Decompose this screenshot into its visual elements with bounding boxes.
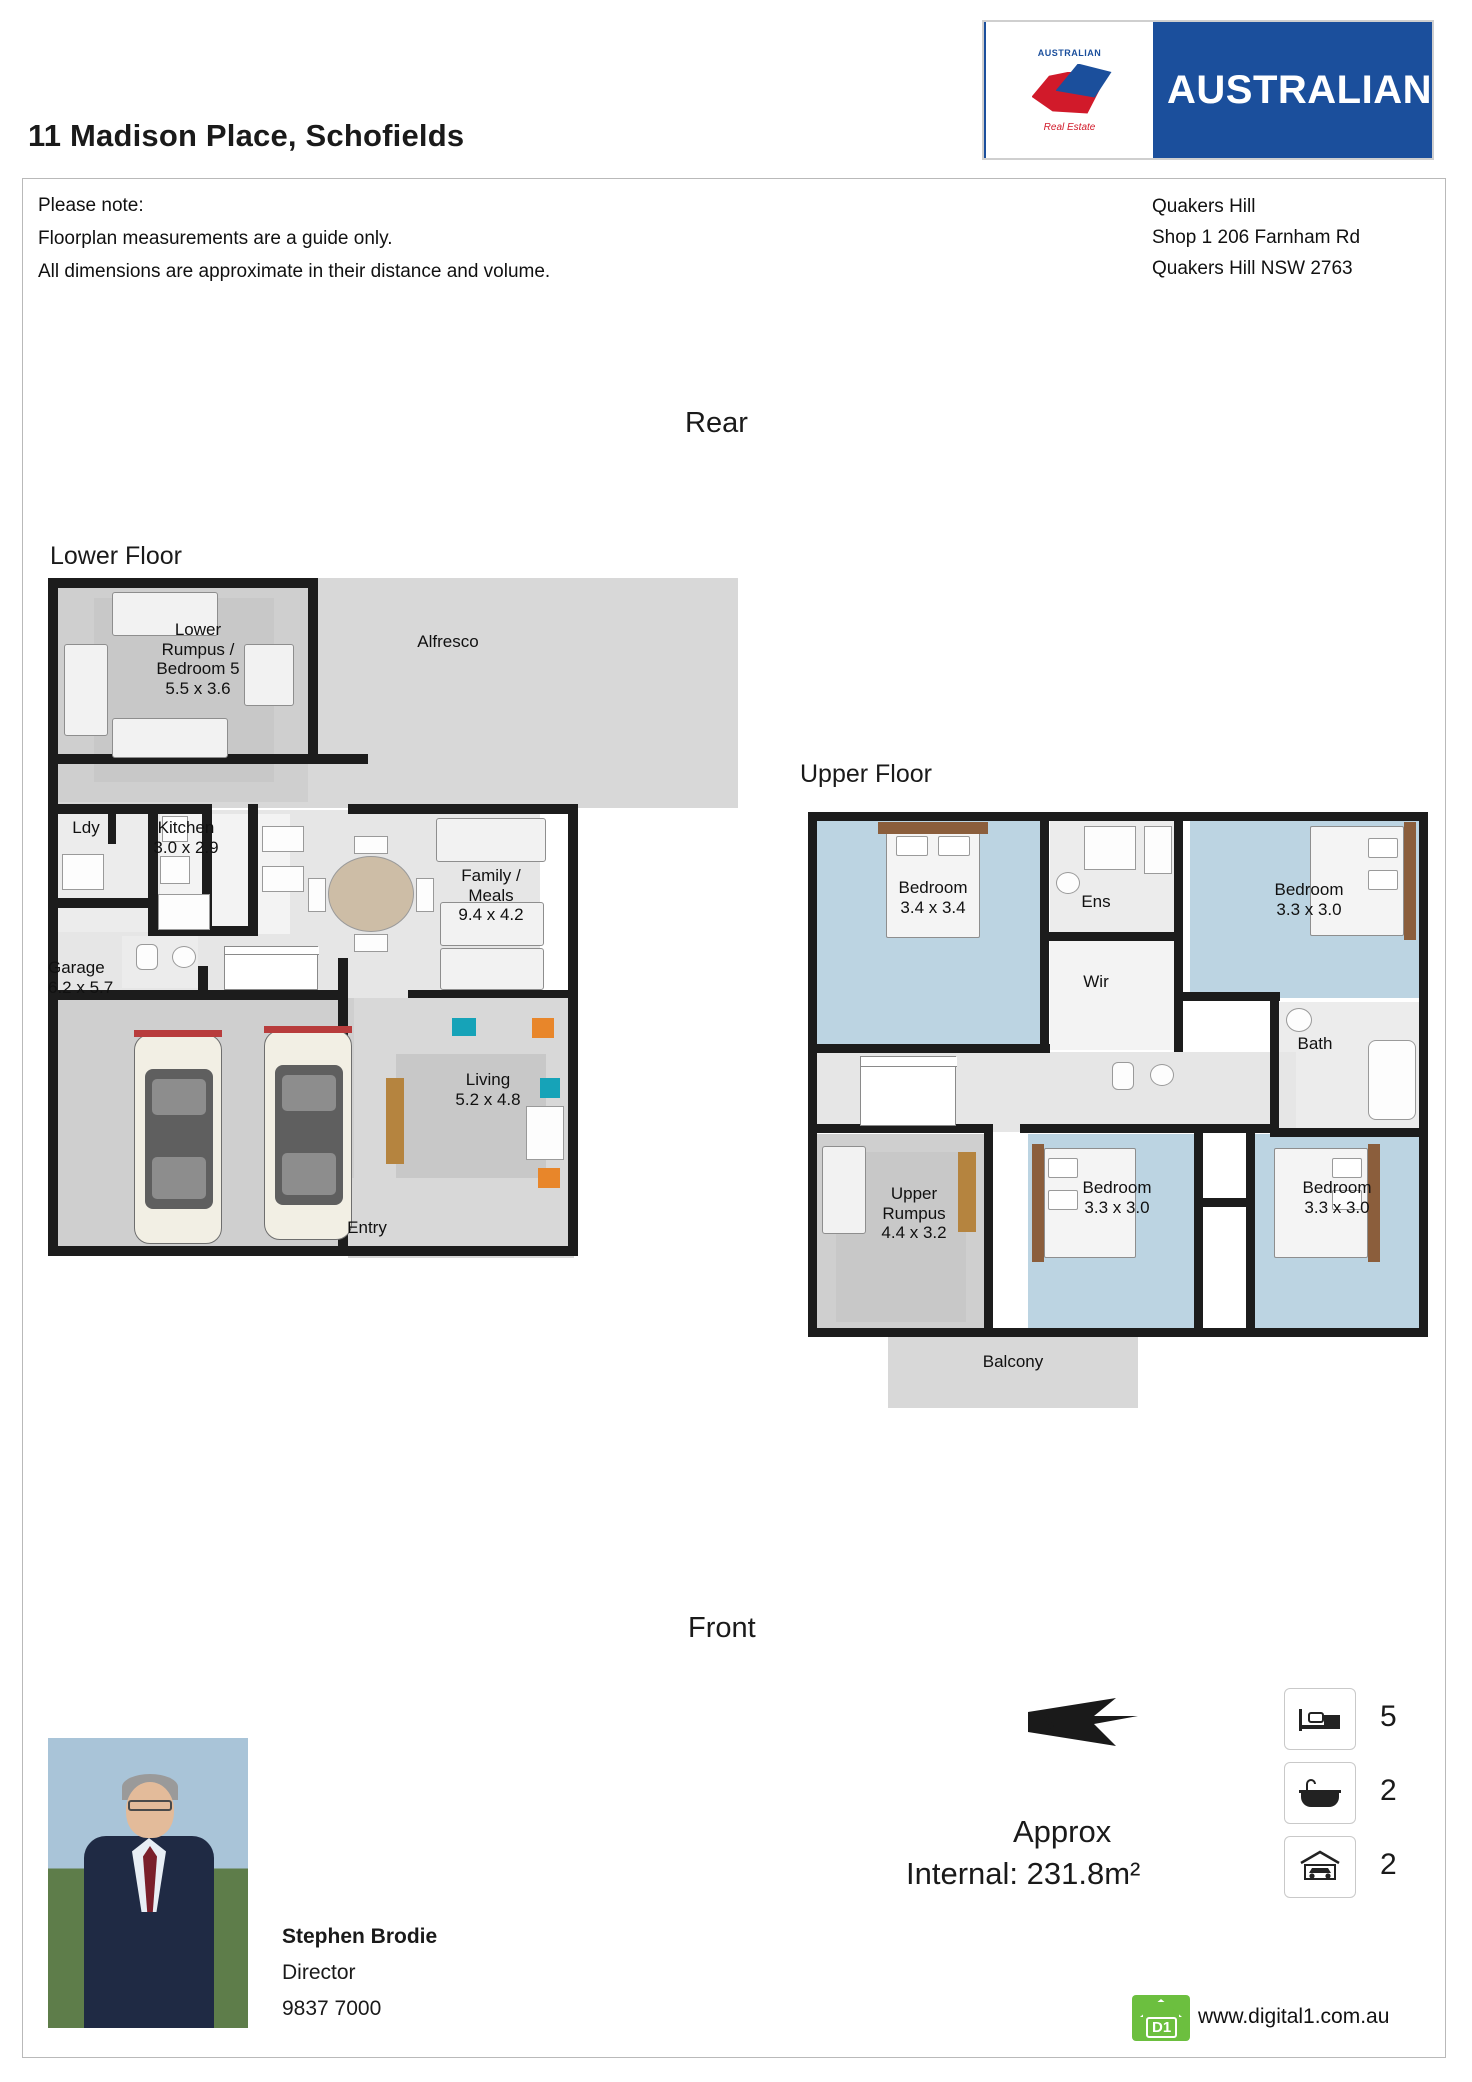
car-badge-icon [1284, 1836, 1356, 1898]
note-line-2: Floorplan measurements are a guide only. [38, 228, 393, 249]
dining-chair-top [354, 836, 388, 854]
living-accent-orange-1 [532, 1018, 554, 1038]
digital1-mark-text: D1 [1146, 2017, 1177, 2038]
bath-basin [1286, 1008, 1312, 1032]
room-label-family-line1: Family / [461, 866, 521, 885]
brand-wordmark: AUSTRALIAN [1167, 67, 1432, 112]
upper-wall-bedtr-bottom [1182, 992, 1280, 1001]
pillow-bm-1 [1048, 1158, 1078, 1178]
office-line-2: Shop 1 206 Farnham Rd [1152, 227, 1361, 248]
lower-wall-bottom [48, 1246, 578, 1256]
wc-basin [1150, 1064, 1174, 1086]
room-label-wir [1066, 972, 1126, 992]
room-dims-lower-rumpus: 5.5 x 3.6 [165, 679, 231, 699]
svg-text:N: N [1038, 1706, 1060, 1739]
room-label-bedroom-br [1272, 1178, 1402, 1217]
lower-wall-hall-right [338, 958, 348, 998]
note-line-3: All dimensions are approximate in their distance and volume. [38, 261, 551, 282]
car-left-trim [134, 1030, 222, 1037]
pillow-br-1 [1332, 1158, 1362, 1178]
lower-wall-rumpus-right [308, 578, 318, 758]
upper-wall-right [1419, 812, 1428, 1337]
room-label-kitchen [126, 818, 246, 857]
upper-wall-bed-notch [1194, 1198, 1254, 1207]
office-line-3: Quakers Hill NSW 2763 [1152, 258, 1353, 279]
room-label-family-line2: Meals [468, 885, 514, 905]
lower-stairs [224, 946, 318, 990]
room-label-bedroom-main [868, 878, 998, 917]
room-label-upper-rumpus-line2: Rumpus [882, 1203, 946, 1223]
office-line-1: Quakers Hill [1152, 196, 1256, 217]
kitchen-sink [160, 856, 190, 884]
lower-wall-left [48, 578, 58, 1256]
kangaroo-map-icon [1022, 64, 1118, 122]
lower-wall-ldy-top [48, 804, 208, 814]
room-label-bedroom-tr [1244, 880, 1374, 919]
room-label-bath [1280, 1034, 1350, 1054]
room-label-bedroom-br-text: Bedroom [1302, 1178, 1372, 1197]
kitchen-island-top [262, 826, 304, 852]
kitchen-fridge [158, 894, 210, 930]
upper-wall-bed-divider [1194, 1124, 1203, 1334]
room-label-ens-text: Ens [1081, 892, 1111, 911]
room-dims-family: 9.4 x 4.2 [458, 905, 524, 925]
digital1-website: www.digital1.com.au [1198, 2005, 1390, 2028]
room-label-ldy [56, 818, 116, 838]
car-right-trim [264, 1026, 352, 1033]
room-label-entry [332, 1218, 402, 1238]
room-label-living [428, 1070, 548, 1109]
room-label-bedroom-bm [1052, 1178, 1182, 1217]
room-label-lower-rumpus-line2: Rumpus / [161, 639, 235, 659]
agent-phone: 9837 7000 [282, 1997, 382, 2020]
compass-icon [1020, 1670, 1160, 1780]
upper-wall-bed-br-left [1246, 1124, 1255, 1334]
room-label-bedroom-tr-text: Bedroom [1274, 880, 1344, 899]
pillow-main-2 [938, 836, 970, 856]
upper-wall-rumpus-right [984, 1124, 993, 1334]
lower-wall-living-top [408, 990, 578, 998]
family-sofa-bottom [440, 948, 544, 990]
room-label-upper-rumpus [854, 1184, 974, 1243]
internal-area-label: Internal: 231.8m² [906, 1856, 1141, 1891]
room-label-garage [48, 958, 178, 997]
upper-wall-left-lower [808, 1134, 817, 1334]
bed-count: 5 [1380, 1700, 1397, 1733]
room-dims-upper-rumpus: 4.4 x 3.2 [881, 1223, 947, 1243]
dining-chair-bottom [354, 934, 388, 952]
upper-stairs [860, 1056, 956, 1126]
page-title: 11 Madison Place, Schofields [28, 118, 465, 153]
room-label-living-text: Living [465, 1070, 511, 1089]
approx-label: Approx [1013, 1814, 1112, 1849]
living-accent-orange-2 [538, 1168, 560, 1188]
pillow-main-1 [896, 836, 928, 856]
brand-emblem-sub-text: Real Estate [1043, 121, 1096, 133]
room-label-lower-rumpus [128, 620, 268, 699]
room-dims-living: 5.2 x 4.8 [455, 1089, 521, 1109]
room-label-balcony-text: Balcony [982, 1352, 1044, 1371]
upper-wall-bath-bottom [1270, 1128, 1428, 1137]
rumpus-sofa-left [64, 644, 108, 736]
room-label-garage-text: Garage [48, 958, 105, 977]
car-right [264, 1030, 352, 1240]
room-dims-garage: 6.2 x 5.7 [48, 977, 114, 997]
bath-badge-icon [1284, 1762, 1356, 1824]
room-label-wir-text: Wir [1083, 972, 1109, 991]
balcony-floor [888, 1336, 1138, 1408]
room-label-ens [1066, 892, 1126, 912]
room-label-bedroom-bm-text: Bedroom [1082, 1178, 1152, 1197]
brand-logo-box [982, 20, 1434, 160]
room-dims-kitchen: 3.0 x 2.9 [153, 837, 219, 857]
lower-wall-family-top [348, 804, 578, 814]
front-orientation-label: Front [688, 1612, 756, 1644]
room-dims-bedroom-br: 3.3 x 3.0 [1304, 1197, 1370, 1217]
brand-emblem-top-text: AUSTRALIAN [1037, 47, 1102, 58]
pillow-tr-1 [1368, 838, 1398, 858]
upper-wall-bottom [808, 1328, 1428, 1337]
room-label-kitchen-text: Kitchen [157, 818, 215, 837]
bedhead-tr [1404, 822, 1416, 940]
ensuite-shower [1084, 826, 1136, 870]
room-label-balcony [948, 1352, 1078, 1372]
digital1-logo-icon [1132, 1995, 1190, 2041]
ensuite-basin [1056, 872, 1080, 894]
agent-role: Director [282, 1961, 356, 1984]
wir-floor [1050, 940, 1180, 1050]
kitchen-island-bottom [262, 866, 304, 892]
upper-wall-left [808, 812, 817, 1142]
room-label-family [426, 866, 556, 925]
living-door [386, 1078, 404, 1164]
laundry-tub [62, 854, 104, 890]
rumpus-sofa-bottom [112, 718, 228, 758]
upper-floor-label: Upper Floor [800, 760, 932, 788]
room-label-entry-text: Entry [347, 1218, 387, 1237]
upper-wall-bath-left [1270, 992, 1279, 1137]
upper-floor-plan [808, 812, 1436, 1472]
lower-wall-pantry [248, 804, 258, 936]
lower-floor-plan [48, 578, 740, 1476]
room-label-upper-rumpus-line1: Upper [890, 1184, 938, 1203]
bedhead-bm [1032, 1144, 1044, 1262]
note-line-1: Please note: [38, 195, 144, 216]
living-accent-teal-1 [452, 1018, 476, 1036]
room-dims-bedroom-tr: 3.3 x 3.0 [1276, 899, 1342, 919]
room-dims-bedroom-bm: 3.3 x 3.0 [1084, 1197, 1150, 1217]
upper-wall-bed-row-top [1020, 1124, 1270, 1133]
room-label-lower-rumpus-line1: Lower [174, 620, 222, 639]
room-label-ldy-text: Ldy [72, 818, 100, 837]
bath-tub [1368, 1040, 1416, 1120]
family-sofa-top [436, 818, 546, 862]
bedhead-main [878, 822, 988, 834]
bath-count: 2 [1380, 1774, 1397, 1807]
ensuite-bath [1144, 826, 1172, 874]
room-label-alfresco [388, 632, 508, 652]
lower-wall-ldy-bottom [48, 898, 158, 908]
brand-emblem-icon [986, 22, 1153, 158]
agent-photo [48, 1738, 248, 2028]
car-count: 2 [1380, 1848, 1397, 1881]
wc-toilet [1112, 1062, 1134, 1090]
dining-chair-left [308, 878, 326, 912]
lower-floor-label: Lower Floor [50, 542, 182, 570]
room-label-bedroom-main-text: Bedroom [898, 878, 968, 897]
car-left [134, 1034, 222, 1244]
lower-wall-right [568, 810, 578, 1256]
upper-wall-hall-top [808, 1044, 1050, 1053]
agent-name: Stephen Brodie [282, 1925, 438, 1948]
living-shelf [526, 1106, 564, 1160]
room-label-bath-text: Bath [1297, 1034, 1333, 1053]
room-label-lower-rumpus-line3: Bedroom 5 [156, 659, 240, 679]
room-label-alfresco-text: Alfresco [417, 632, 479, 651]
rear-orientation-label: Rear [685, 407, 748, 439]
lower-wall-top-left [48, 578, 318, 588]
bed-badge-icon [1284, 1688, 1356, 1750]
room-dims-bedroom-main: 3.4 x 3.4 [900, 897, 966, 917]
upper-wall-top [808, 812, 1428, 821]
upper-wall-wir-top [1040, 932, 1182, 941]
lower-wall-hall-left [198, 966, 208, 1000]
dining-table [328, 856, 414, 932]
